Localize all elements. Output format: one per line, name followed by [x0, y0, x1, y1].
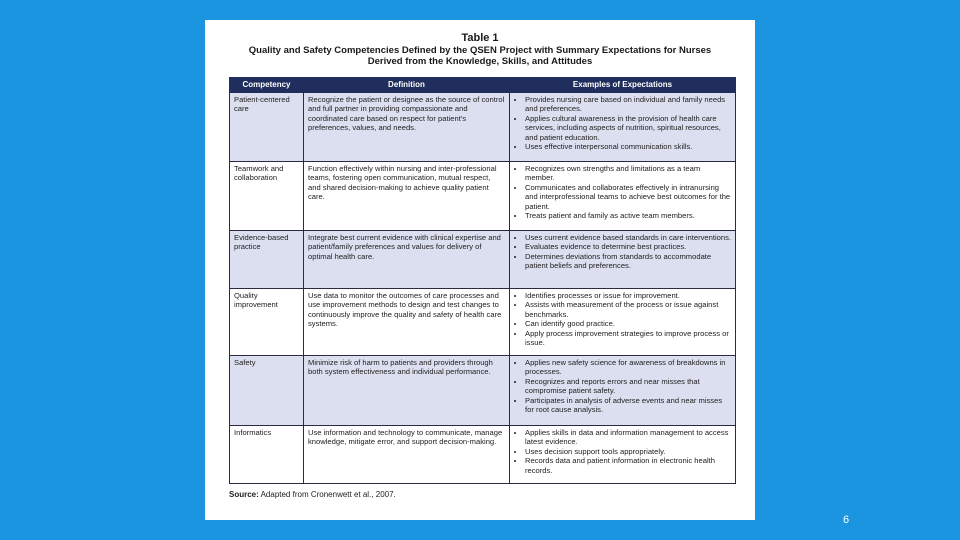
- table-title-line-2: Derived from the Knowledge, Skills, and Attitudes: [367, 56, 593, 67]
- expectation-item: • Uses effective interpersonal communication skills.: [525, 142, 731, 151]
- expectation-item: • Uses current evidence based standards in care interventions.: [525, 233, 731, 242]
- expectation-item: • Communicates and collaborates effectively in intranursing and interprofessional teams to achieve best outcomes for the patient.: [525, 183, 731, 211]
- expectations-cell: [510, 162, 736, 231]
- expectation-item: • Uses decision support tools appropriately.: [525, 447, 731, 456]
- source-note: [229, 490, 396, 499]
- expectations-cell: [510, 356, 736, 426]
- expectation-item: • Assists with measurement of the process or issue against benchmarks.: [525, 300, 731, 319]
- table-row-evidence-based-practice: [230, 231, 736, 289]
- competency-cell: Informatics: [230, 426, 304, 484]
- expectations-cell: [510, 93, 736, 162]
- header-definition: Definition: [304, 78, 510, 93]
- table-row-patient-centered-care: [230, 93, 736, 162]
- definition-cell: Use data to monitor the outcomes of care processes and use improvement methods to design and test changes to continuously improve the quality and safety of health care systems.: [304, 289, 510, 356]
- expectation-item: • Apply process improvement strategies to improve process or issue.: [525, 329, 731, 348]
- competency-cell: Teamwork and collaboration: [230, 162, 304, 231]
- definition-cell: Function effectively within nursing and inter-professional teams, fostering open communication, mutual respect, and shared decision-making to achieve quality patient care.: [304, 162, 510, 231]
- table-image: [205, 20, 755, 520]
- competency-cell: Safety: [230, 356, 304, 426]
- table-row-informatics: [230, 426, 736, 484]
- expectation-item: • Evaluates evidence to determine best practices.: [525, 242, 731, 251]
- slide-number: 6: [843, 514, 850, 526]
- expectation-item: • Provides nursing care based on individual and family needs and preferences.: [525, 95, 731, 114]
- qsen-competency-table: [229, 77, 736, 484]
- table-row-teamwork: [230, 162, 736, 231]
- expectations-cell: [510, 426, 736, 484]
- expectation-item: • Treats patient and family as active team members.: [525, 211, 731, 220]
- definition-cell: Recognize the patient or designee as the source of control and full partner in providing compassionate and coordinated care based on respect for patient's preferences, values, and needs.: [304, 93, 510, 162]
- competency-cell: Evidence-based practice: [230, 231, 304, 289]
- table-label: Table 1: [461, 32, 499, 44]
- expectation-item: • Participates in analysis of adverse events and near misses for root cause analysis.: [525, 396, 731, 415]
- table-row-quality-improvement: [230, 289, 736, 356]
- header-competency: Competency: [230, 78, 304, 93]
- expectation-item: • Can identify good practice.: [525, 319, 731, 328]
- expectation-item: • Recognizes own strengths and limitations as a team member.: [525, 164, 731, 183]
- table-row-safety: [230, 356, 736, 426]
- definition-cell: Minimize risk of harm to patients and providers through both system effectiveness and individual performance.: [304, 356, 510, 426]
- expectation-item: • Applies skills in data and information management to access latest evidence.: [525, 428, 731, 447]
- competency-cell: Quality improvement: [230, 289, 304, 356]
- table-title: [225, 45, 735, 67]
- expectation-item: • Applies new safety science for awareness of breakdowns in processes.: [525, 358, 731, 377]
- definition-cell: Use information and technology to communicate, manage knowledge, mitigate error, and support decision-making.: [304, 426, 510, 484]
- table-header-row: [230, 78, 736, 93]
- source-text: Adapted from Cronenwett et al., 2007.: [260, 490, 396, 499]
- competency-cell: Patient-centered care: [230, 93, 304, 162]
- definition-cell: Integrate best current evidence with clinical expertise and patient/family preferences and values for delivery of optimal health care.: [304, 231, 510, 289]
- expectations-cell: [510, 231, 736, 289]
- header-expectations: Examples of Expectations: [510, 78, 736, 93]
- table-title-line-1: Quality and Safety Competencies Defined by the QSEN Project with Summary Expectations for Nurses: [248, 45, 712, 56]
- expectations-cell: [510, 289, 736, 356]
- expectation-item: • Identifies processes or issue for improvement.: [525, 291, 731, 300]
- source-label: Source:: [229, 490, 259, 499]
- expectation-item: • Recognizes and reports errors and near misses that compromise patient safety.: [525, 377, 731, 396]
- expectation-item: • Applies cultural awareness in the provision of health care services, including aspects of nutrition, spiritual resources, and patient education.: [525, 114, 731, 142]
- expectation-item: • Records data and patient information in electronic health records.: [525, 456, 731, 475]
- expectation-item: • Determines deviations from standards to accommodate patient beliefs and preferences.: [525, 252, 731, 271]
